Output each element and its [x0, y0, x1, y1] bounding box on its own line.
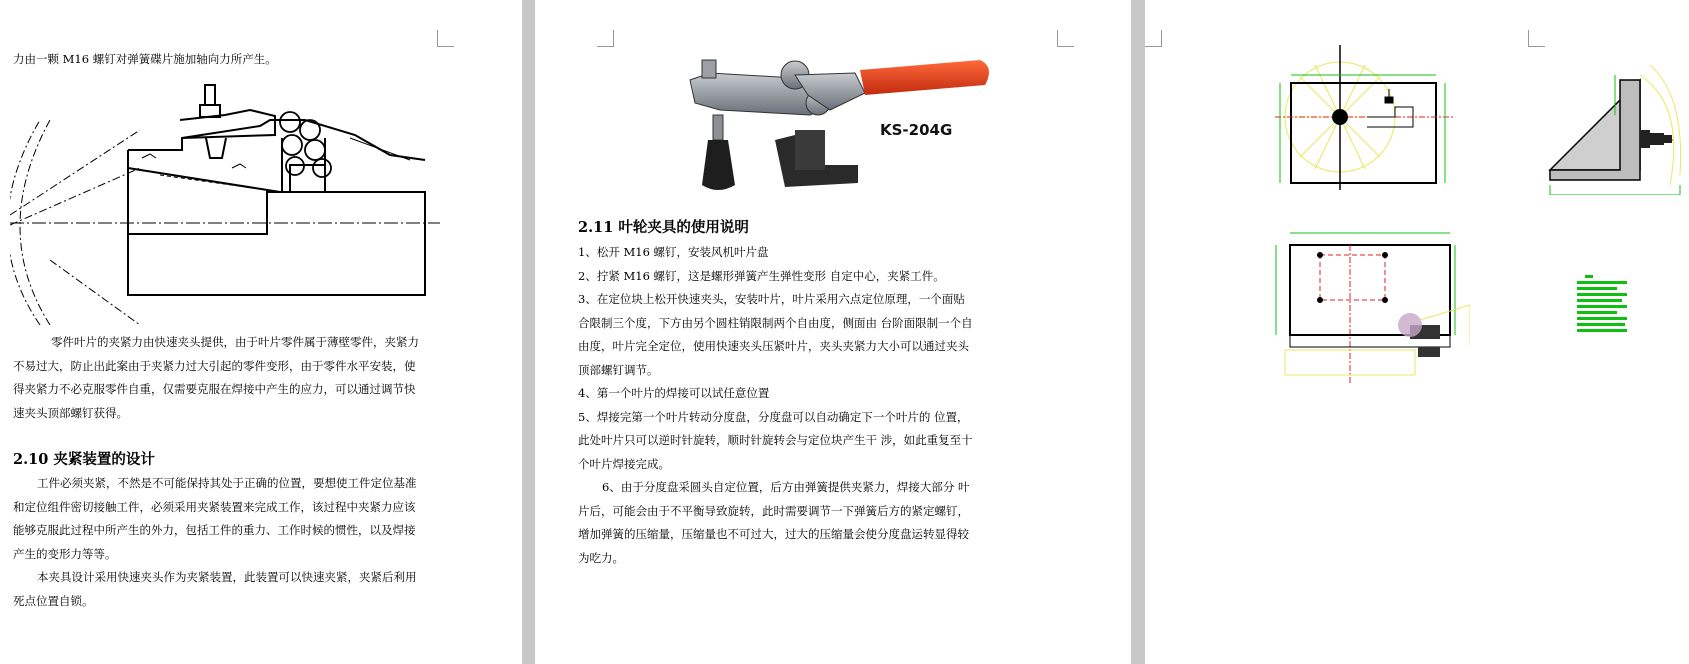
paragraph: 工件必须夹紧，不然是不可能保持其处于正确的位置，要想使工件定位基准和定位组件密切接触工件，必须采用夹紧装置来完成工作，该过程中夹紧力应该能够克服此过程中所产生的外力，包括工件的重力、工作时候的惯性，以及焊接产生的变形力等等。 [13, 476, 417, 561]
section-heading: 2.10 夹紧装置的设计 [13, 451, 155, 468]
margin-corner-mark [1528, 30, 1545, 47]
document-page-1 [0, 0, 522, 664]
list-item: 3、在定位块上松开快速夹头，安装叶片，叶片采用六点定位原理，一个面贴合限制三个度，下方由另个圆柱销限制两个自由度，侧面由 台阶面限制一个自由度，叶片完全定位，使用快速夹头压紧叶片，夹头夹紧力大小可以通过夹头顶部螺钉调节。 [578, 292, 973, 377]
list-item: 4、第一个叶片的焊接可以试任意位置 [578, 386, 770, 400]
spring-clamp-section-drawing [10, 80, 440, 325]
text-line: 力由一颗 M16 螺钉对弹簧碟片施加轴向力所产生。 [13, 52, 277, 66]
document-page-2 [535, 0, 1131, 664]
toggle-clamp-photo [680, 55, 1010, 205]
list-item: 6、由于分度盘采圆头自定位置，后方由弹簧提供夹紧力，焊接大部分 叶片后，可能会由于不平衡导致旋转，此时需要调节一下弹簧后方的紧定螺钉，增加弹簧的压缩量，压缩量也不可过大，过大的压缩量会使分度盘运转显得较为吃力。 [578, 480, 970, 565]
list-item: 1、松开 M16 螺钉，安装风机叶片盘 [578, 245, 769, 259]
list-item: 5、焊接完第一个叶片转动分度盘，分度盘可以自动确定下一个叶片的 位置，此处叶片只可以逆时针旋转，顺时针旋转会与定位块产生干 涉，如此重复至十个叶片焊接完成。 [578, 409, 973, 471]
section-heading: 2.11 叶轮夹具的使用说明 [578, 219, 749, 236]
margin-corner-mark [437, 30, 454, 47]
cad-side-view [1540, 55, 1689, 195]
paragraph: 零件叶片的夹紧力由快速夹头提供，由于叶片零件属于薄壁零件，夹紧力不易过大，防止出此案由于夹紧力过大引起的零件变形，由于零件水平安装，使得夹紧力不必克服零件自重，仅需要克服在焊接中产生的应力，可以通过调节快速夹头顶部螺钉获得。 [13, 335, 419, 420]
margin-corner-mark [597, 30, 614, 47]
cad-front-view [1275, 45, 1465, 190]
margin-corner-mark [1057, 30, 1074, 47]
list-item: 2、拧紧 M16 螺钉，这是螺形弹簧产生弹性变形 自定中心，夹紧工件。 [578, 268, 945, 283]
clamp-model-label: KS-204G [880, 121, 953, 139]
cad-top-view [1270, 225, 1470, 385]
paragraph: 本夹具设计采用快速夹头作为夹紧装置，此装置可以快速夹紧，夹紧后利用死点位置自锁。 [13, 570, 417, 608]
usage-steps-list [578, 241, 973, 570]
cad-title-block [1577, 275, 1637, 333]
document-page-3 [1145, 0, 1689, 664]
margin-corner-mark [1145, 30, 1162, 47]
